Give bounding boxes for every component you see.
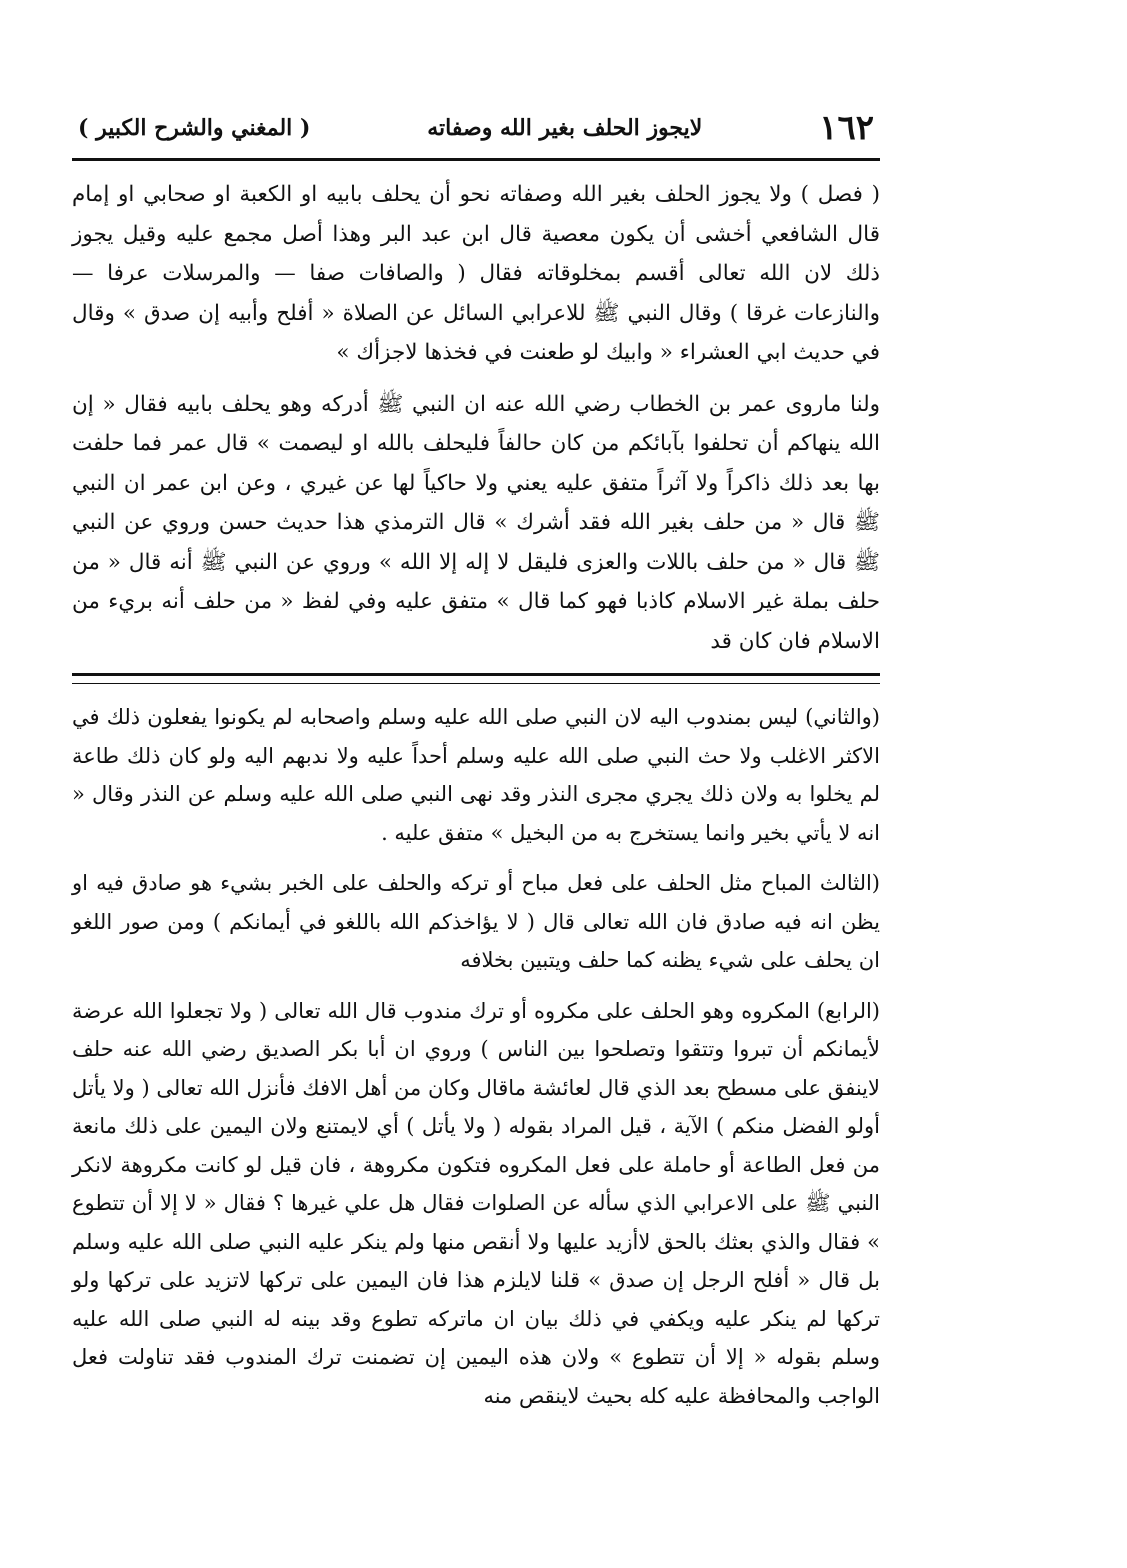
main-text bbox=[72, 175, 880, 661]
book-page bbox=[72, 100, 880, 1427]
book-title: ( المغني والشرح الكبير ) bbox=[78, 115, 311, 141]
commentary-paragraph: (والثاني) ليس بمندوب اليه لان النبي صلى الله عليه وسلم واصحابه لم يكونوا يفعلون ذلك في الاكثر الاغلب ولا حث النبي صلى الله عليه وسلم أحداً عليه ولا ندبهم اليه ولو كان ذلك طاعة لم يخلوا به ولان ذلك يجري مجرى النذر وقد نهى النبي صلى الله عليه وسلم عن النذر وقال « انه لا يأتي بخير وانما يستخرج به من البخيل » متفق عليه . bbox=[72, 705, 880, 845]
main-paragraph: ولنا ماروى عمر بن الخطاب رضي الله عنه ان النبي ﷺ أدركه وهو يحلف بابيه فقال « إن الله ينهاكم أن تحلفوا بآبائكم من كان حالفاً فليحلف بالله او ليصمت » قال عمر فما حلفت بها بعد ذلك ذاكراً ولا آثراً متفق عليه يعني ولا حاكياً لها عن غيري ، وعن ابن عمر ان النبي ﷺ قال « من حلف بغير الله فقد أشرك » قال الترمذي هذا حديث حسن وروي عن النبي ﷺ قال « من حلف باللات والعزى فليقل لا إله إلا الله » وروي عن النبي ﷺ أنه قال « من حلف بملة غير الاسلام كاذبا فهو كما قال » متفق عليه وفي لفظ « من حلف أنه بريء من الاسلام فان كان قد bbox=[72, 391, 880, 654]
section-divider bbox=[72, 673, 880, 684]
header-rule bbox=[72, 158, 880, 161]
commentary-text bbox=[72, 698, 880, 1415]
page-number: ١٦٢ bbox=[819, 108, 874, 148]
main-paragraph: ( فصل ) ولا يجوز الحلف بغير الله وصفاته نحو أن يحلف بابيه او الكعبة او صحابي او إمام قال الشافعي أخشى أن يكون معصية قال ابن عبد البر وهذا أصل مجمع عليه وقيل يجوز ذلك لان الله تعالى أقسم بمخلوقاته فقال ( والصافات صفا — والمرسلات عرفا — والنازعات غرقا ) وقال النبي ﷺ للاعرابي السائل عن الصلاة « أفلح وأبيه إن صدق » وقال في حديث ابي العشراء « وابيك لو طعنت في فخذها لاجزأك » bbox=[72, 182, 880, 365]
running-title: لايجوز الحلف بغير الله وصفاته bbox=[427, 115, 703, 141]
commentary-paragraph: (الرابع) المكروه وهو الحلف على مكروه أو ترك مندوب قال الله تعالى ( ولا تجعلوا الله عرضة لأيمانكم أن تبروا وتتقوا وتصلحوا بين الناس ) وروي ان أبا بكر الصديق رضي الله عنه حلف لاينفق على مسطح بعد الذي قال لعائشة ماقال وكان من أهل الافك فأنزل الله تعالى ( ولا يأتل أولو الفضل منكم ) الآية ، قيل المراد بقوله ( ولا يأتل ) أي لايمتنع ولان اليمين على ذلك مانعة من فعل الطاعة أو حاملة على فعل المكروه فتكون مكروهة ، فان قيل لو كانت مكروهة لانكر النبي ﷺ على الاعرابي الذي سأله عن الصلوات فقال هل علي غيرها ؟ فقال « لا إلا أن تتطوع » فقال والذي بعثك بالحق لاأزيد عليها ولا أنقص منها ولم ينكر عليه النبي صلى الله عليه وسلم بل قال « أفلح الرجل إن صدق » قلنا لايلزم هذا فان اليمين على تركها لاتزيد على تركها ولو تركها لم ينكر عليه ويكفي في ذلك بيان ان ماتركه تطوع وقد بينه له النبي صلى الله عليه وسلم بقوله « إلا أن تتطوع » ولان هذه اليمين إن تضمنت ترك المندوب فقد تناولت فعل الواجب والمحافظة عليه كله بحيث لاينقص منه bbox=[72, 998, 880, 1408]
page-header bbox=[72, 100, 880, 156]
commentary-paragraph: (الثالث المباح مثل الحلف على فعل مباح أو تركه والحلف على الخبر بشيء هو صادق فيه او يظن انه فيه صادق فان الله تعالى قال ( لا يؤاخذكم الله باللغو في أيمانكم ) ومن صور اللغو ان يحلف على شيء يظنه كما حلف ويتبين بخلافه bbox=[72, 871, 880, 972]
